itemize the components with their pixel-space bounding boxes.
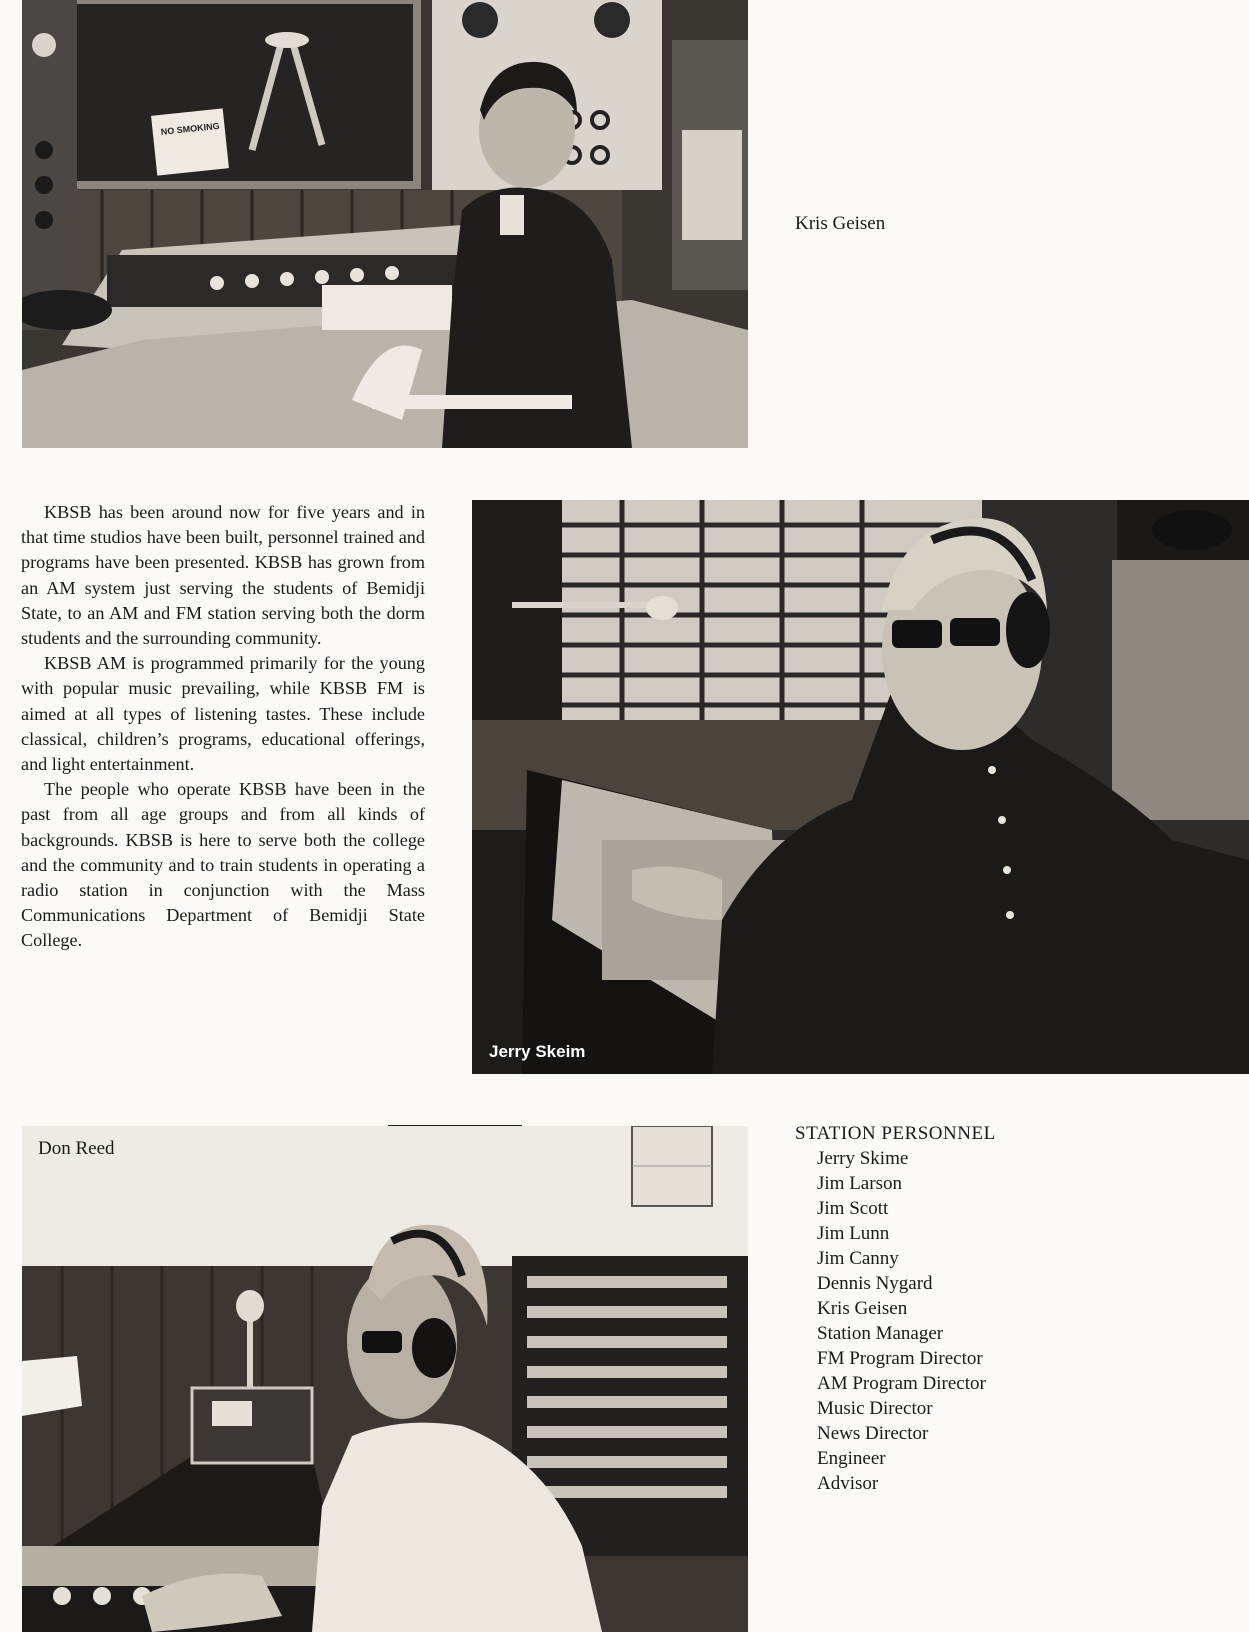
studio-console-photo-2 <box>472 500 1249 1074</box>
personnel-names <box>795 1146 996 1321</box>
personnel-name: Jim Larson <box>817 1173 902 1194</box>
personnel-name: Dennis Nygard <box>817 1273 933 1294</box>
personnel-name: Kris Geisen <box>817 1298 908 1319</box>
article-paragraph: KBSB AM is programmed primarily for the young with popular music prevailing, while KBSB FM is aimed at all types of listening tastes. These include classical, children’s programs, educational offerings, and light entertainment. <box>21 653 425 775</box>
personnel-role: Music Director <box>817 1398 933 1419</box>
article-body <box>21 500 425 954</box>
article-paragraph: KBSB has been around now for five years and in that time studios have been built, personnel trained and programs have been presented. KBSB has grown from an AM system just serving the students of Bemidji State, to an AM and FM station serving both the dorm students and the surrounding community. <box>21 502 425 649</box>
station-personnel <box>795 1121 996 1496</box>
photo-kris-geisen <box>22 0 748 448</box>
article-paragraph: The people who operate KBSB have been in the past from all age groups and from all kinds of backgrounds. KBSB is here to serve both the college and the community and to train students in operating a radio station in conjunction with the Mass Communications Department of Bemidji State College. <box>21 779 425 951</box>
personnel-role: News Director <box>817 1423 929 1444</box>
photo-don-reed <box>22 1126 748 1632</box>
caption-kris-geisen: Kris Geisen <box>795 213 886 234</box>
personnel-name: Jim Canny <box>817 1248 899 1269</box>
personnel-role: Advisor <box>817 1473 879 1494</box>
personnel-name: Jim Lunn <box>817 1223 890 1244</box>
caption-jerry-skeim: Jerry Skeim <box>489 1042 586 1061</box>
personnel-heading: STATION PERSONNEL <box>795 1123 996 1144</box>
studio-console-photo-3 <box>22 1126 748 1632</box>
no-smoking-sign-text: NO SMOKING <box>160 120 221 137</box>
caption-don-reed: Don Reed <box>38 1138 115 1159</box>
studio-console-photo-1 <box>22 0 748 448</box>
personnel-name: Jerry Skime <box>817 1148 909 1169</box>
personnel-roles <box>795 1321 996 1496</box>
photo-jerry-skeim <box>472 500 1249 1074</box>
personnel-role: FM Program Director <box>817 1348 983 1369</box>
personnel-role: AM Program Director <box>817 1373 986 1394</box>
personnel-role: Engineer <box>817 1448 886 1469</box>
personnel-name: Jim Scott <box>817 1198 889 1219</box>
personnel-role: Station Manager <box>817 1323 944 1344</box>
